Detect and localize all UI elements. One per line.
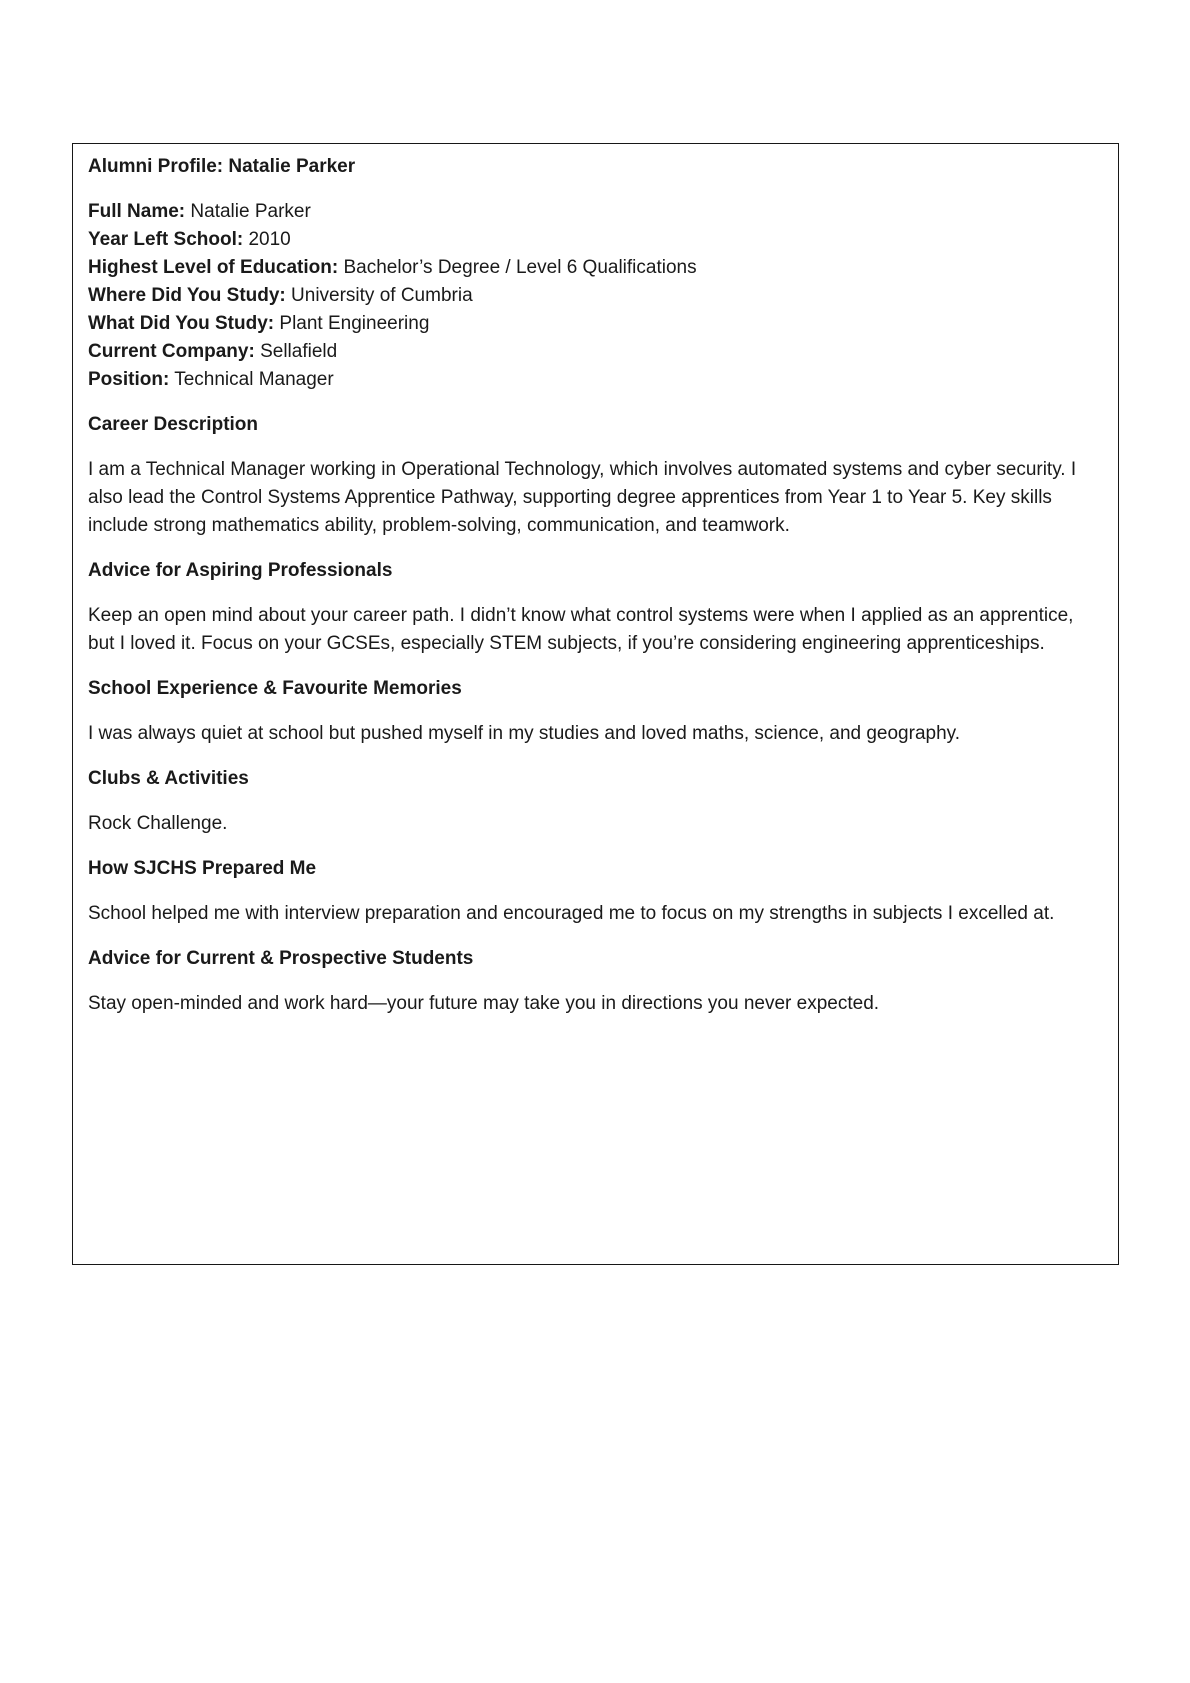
section-body-advice-current-prospective-students: Stay open-minded and work hard—your future may take you in directions you never expected. (88, 993, 880, 1014)
section-body-clubs-activities: Rock Challenge. (88, 813, 228, 834)
field-value-current-company: Sellafield (260, 341, 338, 362)
field-label-where-study: Where Did You Study: (88, 285, 286, 306)
field-value-full-name: Natalie Parker (190, 201, 311, 222)
field-value-highest-education: Bachelor’s Degree / Level 6 Qualifications (343, 257, 697, 278)
field-label-position: Position: (88, 369, 170, 390)
field-row-current-company (88, 338, 1103, 366)
field-label-highest-education: Highest Level of Education: (88, 257, 339, 278)
alumni-profile-box (72, 143, 1119, 1265)
field-label-current-company: Current Company: (88, 341, 255, 362)
section-heading-school-experience: School Experience & Favourite Memories (88, 678, 462, 699)
section-body-how-sjchs-prepared-me: School helped me with interview preparation and encouraged me to focus on my strengths in subjects I excelled at. (88, 903, 1055, 924)
field-row-where-study (88, 282, 1103, 310)
field-value-position: Technical Manager (174, 369, 334, 390)
field-row-highest-education (88, 254, 1103, 282)
section-heading-how-sjchs-prepared-me: How SJCHS Prepared Me (88, 858, 317, 879)
field-row-full-name (88, 198, 1103, 226)
section-body-career-description: I am a Technical Manager working in Operational Technology, which involves automated systems and cyber security. I also lead the Control Systems Apprentice Pathway, supporting degree apprentices from Year 1 to Year 5. Key skills include strong mathematics ability, problem-solving, communication, and teamwork. (88, 459, 1077, 536)
section-body-school-experience: I was always quiet at school but pushed myself in my studies and loved maths, science, and geography. (88, 723, 961, 744)
field-value-where-study: University of Cumbria (291, 285, 473, 306)
section-heading-career-description: Career Description (88, 414, 259, 435)
field-label-what-study: What Did You Study: (88, 313, 275, 334)
field-label-full-name: Full Name: (88, 201, 186, 222)
section-body-advice-aspiring-professionals: Keep an open mind about your career path. I didn’t know what control systems were when I applied as an apprentice, but I loved it. Focus on your GCSEs, especially STEM subjects, if you’re considering engineering apprenticeships. (88, 605, 1074, 654)
field-value-what-study: Plant Engineering (279, 313, 430, 334)
field-row-what-study (88, 310, 1103, 338)
field-row-position (88, 366, 1103, 394)
section-heading-advice-aspiring-professionals: Advice for Aspiring Professionals (88, 560, 393, 581)
profile-title: Alumni Profile: Natalie Parker (88, 156, 356, 177)
section-heading-clubs-activities: Clubs & Activities (88, 768, 249, 789)
section-heading-advice-current-prospective-students: Advice for Current & Prospective Students (88, 948, 474, 969)
profile-fields (88, 198, 1103, 394)
field-row-year-left-school (88, 226, 1103, 254)
field-value-year-left-school: 2010 (248, 229, 291, 250)
field-label-year-left-school: Year Left School: (88, 229, 244, 250)
